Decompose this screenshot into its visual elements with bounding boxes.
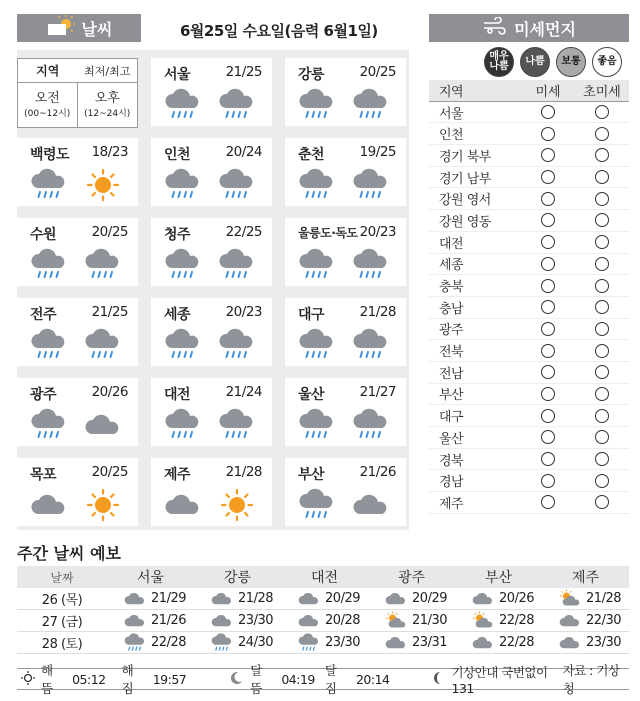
pm10-indicator [541,474,555,488]
city-name: 대구 [298,307,325,323]
weekly-cell [107,611,194,631]
city-cell [17,378,138,446]
weekly-row [17,588,629,610]
sun-cloud-icon [558,589,582,609]
dust-region: 경기 북부 [439,149,491,165]
weekly-city-header: 제주 [571,570,600,586]
city-temp: 21/27 [359,384,396,400]
sunrise-icon [21,671,35,688]
pm10-indicator [541,127,555,141]
rain-cloud-icon [29,408,69,442]
city-cell [17,458,138,526]
dust-table [429,80,629,514]
city-name: 백령도 [30,147,70,163]
city-cell [17,218,138,286]
city-temp: 21/26 [359,464,396,480]
cloud-icon [123,589,147,609]
dust-row [429,188,629,210]
dust-region: 경북 [439,453,464,469]
dust-region: 대전 [439,236,464,252]
cloud-icon [210,611,234,631]
dust-region: 전북 [439,345,464,361]
dust-row [429,254,629,276]
weekly-cell [281,633,368,653]
weekly-temp: 20/28 [325,613,360,628]
rain-cloud-icon [217,168,257,202]
weekly-date: 27 (금) [41,615,83,630]
weekly-cell [542,611,629,631]
info-icon [434,671,446,688]
city-name: 전주 [30,307,57,323]
weekly-temp: 24/30 [238,635,273,650]
city-cell [285,378,406,446]
city-name: 인천 [164,147,191,163]
rain-cloud-icon [351,248,391,282]
cloud-icon [471,589,495,609]
rain-cloud-icon [217,88,257,122]
weekly-date: 26 (목) [41,593,83,608]
rain-cloud-icon [83,248,123,282]
city-name: 춘천 [298,147,325,163]
weekly-cell [455,611,542,631]
pm25-indicator [595,148,609,162]
weekly-date-header: 날짜 [50,570,74,585]
rain-cloud-icon [217,248,257,282]
dust-header [429,14,629,42]
dust-region: 광주 [439,323,464,339]
rain-cloud-icon [123,633,147,653]
weekly-city-header: 강릉 [223,570,252,586]
rain-cloud-icon [297,248,337,282]
city-name: 울릉도·독도 [298,226,358,240]
city-temp: 21/28 [225,464,262,480]
dust-row [429,232,629,254]
pm25-indicator [595,213,609,227]
cloud-icon [384,633,408,653]
dust-region: 울산 [439,431,464,447]
rain-cloud-icon [163,168,203,202]
pm25-indicator [595,344,609,358]
dust-row [429,427,629,449]
pm10-indicator [541,322,555,336]
weekly-date: 28 (토) [41,637,83,652]
city-cell [151,138,272,206]
cloud-icon [163,488,203,522]
pm25-indicator [595,474,609,488]
footer [17,663,629,696]
dust-row [429,275,629,297]
dust-header-label: 미세먼지 [514,19,576,39]
pm25-indicator [595,409,609,423]
weekly-cell [455,633,542,653]
city-temp: 20/25 [91,224,128,240]
city-name: 목포 [30,467,57,483]
city-name: 제주 [164,467,191,483]
cloud-icon [297,611,321,631]
dust-region: 전남 [439,366,464,382]
cloud-icon [297,589,321,609]
cloud-icon [210,589,234,609]
moonrise-label: 달뜸 [250,663,262,696]
weekly-cell [455,589,542,609]
rain-cloud-icon [163,248,203,282]
pm10-indicator [541,213,555,227]
weekly-temp: 20/29 [412,591,447,606]
city-name: 부산 [298,467,325,483]
dust-row [429,297,629,319]
dust-region: 대구 [439,410,464,426]
rain-cloud-icon [83,328,123,362]
dust-level-badge: 좋음 [592,47,622,77]
dust-region: 강원 영서 [439,193,491,209]
rain-cloud-icon [217,408,257,442]
city-temp: 20/25 [91,464,128,480]
dust-region: 제주 [439,496,464,512]
legend-minmax: 최저/최고 [84,64,131,78]
dust-row [429,210,629,232]
moon-icon [230,671,244,688]
weekly-cell [368,633,455,653]
sun-icon [83,488,123,522]
dust-region: 경기 남부 [439,171,491,187]
rain-cloud-icon [297,328,337,362]
pm25-indicator [595,192,609,206]
weekly-temp: 20/29 [325,591,360,606]
pm25-indicator [595,430,609,444]
dust-row [429,449,629,471]
weekly-temp: 21/30 [412,613,447,628]
dust-table-header [429,80,629,102]
city-name: 강릉 [298,67,325,83]
pm25-indicator [595,322,609,336]
weekly-cell [107,633,194,653]
pm10-indicator [541,344,555,358]
cloud-icon [29,488,69,522]
weather-header-label: 날씨 [81,19,113,39]
rain-cloud-icon [351,88,391,122]
dust-col-pm25: 초미세 [583,84,621,100]
legend-region: 지역 [36,64,60,78]
city-temp: 20/23 [225,304,262,320]
sun-icon [83,168,123,202]
city-cell [17,138,138,206]
city-weather-grid [17,50,409,530]
data-source: 자료 : 기상청 [562,663,620,696]
weekly-table [17,566,629,654]
moonrise-time: 04:19 [281,671,315,687]
sun-cloud-icon [384,611,408,631]
sunrise-time: 05:12 [72,671,106,687]
pm25-indicator [595,365,609,379]
weekly-temp: 22/28 [151,635,186,650]
city-cell [285,218,406,286]
legend-pm: 오후 [94,91,120,106]
pm10-indicator [541,495,555,509]
cloud-icon [83,408,123,442]
dust-row [429,384,629,406]
sun-cloud-icon [471,611,495,631]
sunset-time: 19:57 [152,671,187,687]
weekly-cell [542,633,629,653]
pm10-indicator [541,279,555,293]
weekly-cell [281,611,368,631]
dust-region: 부산 [439,388,464,404]
weekly-temp: 21/28 [586,591,621,606]
dust-level-badge: 보통 [556,47,586,77]
dust-col-region: 지역 [439,84,464,100]
city-name: 세종 [164,307,191,323]
weather-info: 기상안내 국번없이 131 [451,664,548,696]
dust-row [429,145,629,167]
sunrise-label: 해뜸 [41,663,53,696]
weekly-city-header: 광주 [397,570,426,586]
weekly-temp: 23/30 [586,635,621,650]
pm10-indicator [541,192,555,206]
cloud-icon [558,633,582,653]
weekly-temp: 20/26 [499,591,534,606]
wind-icon [482,17,508,39]
pm10-indicator [541,409,555,423]
legend-pm-range: (12~24시) [84,109,131,119]
rain-cloud-icon [297,633,321,653]
cloud-icon [123,611,147,631]
pm25-indicator [595,387,609,401]
pm10-indicator [541,235,555,249]
city-cell [285,458,406,526]
dust-region: 경남 [439,475,464,491]
city-temp: 22/25 [225,224,262,240]
city-temp: 20/24 [225,144,262,160]
dust-row [429,470,629,492]
rain-cloud-icon [163,408,203,442]
pm25-indicator [595,452,609,466]
weekly-row [17,610,629,632]
weekly-temp: 21/28 [238,591,273,606]
dust-row [429,492,629,514]
weekly-cell [368,611,455,631]
weekly-cell [194,611,281,631]
city-name: 서울 [164,67,191,83]
dust-region: 인천 [439,128,464,144]
pm25-indicator [595,105,609,119]
dust-region: 강원 영동 [439,214,491,230]
city-cell [151,458,272,526]
weekly-temp: 23/30 [325,635,360,650]
pm10-indicator [541,300,555,314]
sun-icon [217,488,257,522]
rain-cloud-icon [351,168,391,202]
city-temp: 21/25 [225,64,262,80]
dust-region: 충남 [439,301,464,317]
city-temp: 20/25 [359,64,396,80]
dust-region: 세종 [439,258,464,274]
dust-legend [484,47,622,77]
pm25-indicator [595,257,609,271]
pm25-indicator [595,170,609,184]
pm10-indicator [541,257,555,271]
dust-region: 서울 [439,106,464,122]
weekly-city-header: 서울 [136,570,165,586]
weather-header [17,14,141,42]
weekly-temp: 22/28 [499,635,534,650]
city-temp: 21/28 [359,304,396,320]
dust-row [429,405,629,427]
weekly-city-header: 대전 [310,570,339,586]
pm10-indicator [541,365,555,379]
legend-box [17,58,138,128]
rain-cloud-icon [217,328,257,362]
pm25-indicator [595,279,609,293]
pm25-indicator [595,495,609,509]
legend-am: 오전 [34,91,60,106]
dust-col-pm10: 미세 [535,84,561,100]
rain-cloud-icon [297,408,337,442]
weekly-cell [368,589,455,609]
city-name: 수원 [30,227,57,243]
rain-cloud-icon [297,88,337,122]
rain-cloud-icon [351,328,391,362]
city-name: 대전 [164,387,191,403]
pm25-indicator [595,127,609,141]
dust-row [429,340,629,362]
pm10-indicator [541,452,555,466]
dust-region: 충북 [439,280,464,296]
pm10-indicator [541,148,555,162]
moonset-label: 달짐 [324,663,337,696]
rain-cloud-icon [163,328,203,362]
city-temp: 21/24 [225,384,262,400]
city-temp: 19/25 [359,144,396,160]
rain-cloud-icon [29,328,69,362]
dust-row [429,362,629,384]
city-cell [151,378,272,446]
city-temp: 21/25 [91,304,128,320]
city-cell [285,298,406,366]
pm10-indicator [541,170,555,184]
weekly-cell [281,589,368,609]
rain-cloud-icon [210,633,234,653]
sun-cloud-icon [46,15,76,41]
dust-row [429,102,629,124]
city-name: 광주 [30,387,57,403]
city-temp: 20/23 [359,224,396,240]
pm10-indicator [541,105,555,119]
pm10-indicator [541,430,555,444]
city-temp: 20/26 [91,384,128,400]
city-cell [151,218,272,286]
cloud-icon [558,611,582,631]
weekly-cell [194,589,281,609]
weekly-title: 주간 날씨 예보 [17,544,121,563]
rain-cloud-icon [29,248,69,282]
weekly-temp: 21/26 [151,613,186,628]
dust-row [429,319,629,341]
dust-row [429,167,629,189]
rain-cloud-icon [351,408,391,442]
city-cell [285,58,406,126]
rain-cloud-icon [297,168,337,202]
city-name: 청주 [164,227,191,243]
weekly-temp: 22/28 [499,613,534,628]
sunset-label: 해짐 [121,663,134,696]
pm10-indicator [541,387,555,401]
cloud-icon [384,589,408,609]
weekly-temp: 23/31 [412,635,447,650]
moonset-time: 20:14 [355,671,390,687]
rain-cloud-icon [297,488,337,522]
weekly-temp: 23/30 [238,613,273,628]
weekly-city-header: 부산 [484,570,513,586]
rain-cloud-icon [29,168,69,202]
weekly-temp: 21/29 [151,591,186,606]
weekly-cell [542,589,629,609]
weekly-row [17,632,629,654]
city-cell [285,138,406,206]
city-name: 울산 [298,387,325,403]
weekly-header [17,566,629,588]
pm25-indicator [595,235,609,249]
pm25-indicator [595,300,609,314]
rain-cloud-icon [163,88,203,122]
city-cell [151,298,272,366]
dust-level-badge: 나쁨 [520,47,550,77]
cloud-icon [471,633,495,653]
dust-row [429,123,629,145]
city-cell [17,298,138,366]
weekly-temp: 22/30 [586,613,621,628]
legend-am-range: (00~12시) [24,109,71,119]
city-temp: 18/23 [91,144,128,160]
date-title: 6월25일 수요일(음력 6월1일) [180,22,378,40]
weekly-cell [107,589,194,609]
dust-level-badge: 매우 나쁨 [484,47,514,77]
cloud-icon [351,488,391,522]
city-cell [151,58,272,126]
weekly-cell [194,633,281,653]
